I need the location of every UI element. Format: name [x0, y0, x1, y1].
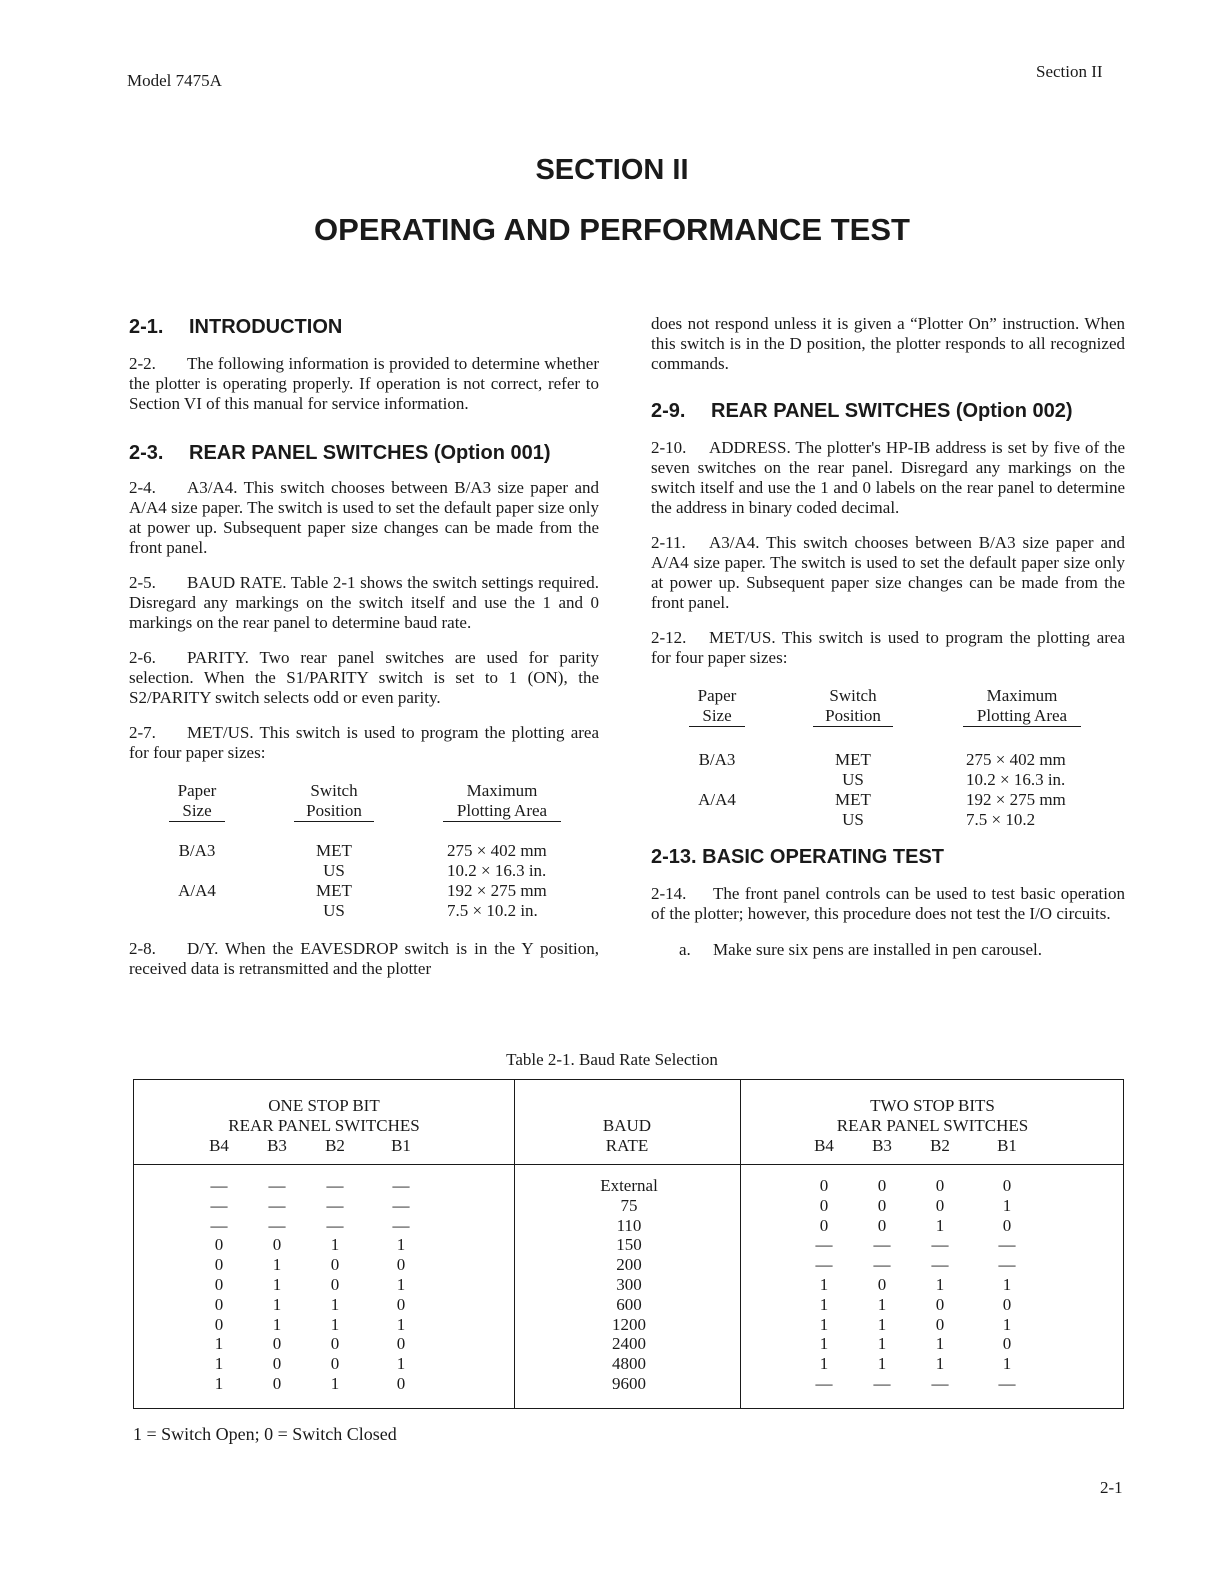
- two-stop-cell: —: [998, 1255, 1016, 1275]
- one-stop-cell: —: [210, 1176, 228, 1195]
- two-stop-cell: 1: [1002, 1314, 1012, 1334]
- header-paper: Paper: [697, 686, 737, 705]
- one-stop-cell: —: [392, 1195, 410, 1215]
- paragraph-number: 2-5.: [129, 573, 156, 592]
- one-stop-cell: 1: [272, 1275, 282, 1294]
- one-stop-cell: 0: [396, 1255, 406, 1275]
- paragraph-text: MET/US. This switch is used to program the plotting area for four paper sizes:: [129, 723, 599, 762]
- heading-text: INTRODUCTION: [189, 316, 343, 338]
- position-met: MET: [316, 881, 352, 900]
- two-stop-cell: 1: [877, 1294, 887, 1314]
- header-position: Position: [294, 801, 374, 822]
- area-value: 7.5 × 10.2 in.: [447, 901, 538, 920]
- paragraph-text: A3/A4. This switch chooses between B/A3 size paper and A/A4 size paper. The switch is used to set the default paper size only at power up. Subsequent paper size changes can be made from the front panel.: [129, 478, 599, 557]
- header-line: REAR PANEL SWITCHES: [836, 1116, 1029, 1135]
- one-stop-cell: 0: [214, 1255, 224, 1275]
- paragraph-number: 2-2.: [129, 354, 156, 373]
- two-stop-cell: 0: [935, 1294, 945, 1314]
- baud-rate-cell: 1200: [612, 1314, 646, 1334]
- paper-a-a4: A/A4: [178, 881, 216, 900]
- paper-b-a3: B/A3: [178, 841, 216, 860]
- two-stop-cell: 0: [1002, 1294, 1012, 1314]
- header-line: BAUD: [602, 1116, 652, 1135]
- one-stop-cell: 1: [330, 1235, 340, 1255]
- paragraph-number: 2-4.: [129, 478, 156, 497]
- header-maximum: Maximum: [466, 781, 538, 800]
- table-caption: Table 2-1. Baud Rate Selection: [506, 1050, 718, 1069]
- paragraph-2-2: [129, 354, 599, 414]
- two-stop-cell: —: [998, 1235, 1016, 1255]
- one-stop-cell: —: [326, 1176, 344, 1195]
- two-stop-cell: 1: [1002, 1354, 1012, 1374]
- two-stop-cell: 0: [819, 1195, 829, 1215]
- one-stop-cell: 0: [272, 1235, 282, 1255]
- area-value: 192 × 275 mm: [966, 790, 1066, 809]
- one-stop-cell: 0: [330, 1354, 340, 1374]
- two-stop-cell: —: [931, 1374, 949, 1393]
- paragraph-2-14: [651, 884, 1125, 924]
- step-a: [651, 940, 1125, 960]
- header-paper: Paper: [177, 781, 217, 800]
- switch-header-b3: B3: [872, 1136, 892, 1155]
- running-header-model: Model 7475A: [127, 71, 222, 90]
- one-stop-cell: 0: [330, 1275, 340, 1294]
- baud-rate-cell: 9600: [612, 1374, 646, 1393]
- area-value: 275 × 402 mm: [447, 841, 547, 860]
- paper-b-a3: B/A3: [698, 750, 736, 769]
- header-two-stop-bits: [740, 1096, 1125, 1136]
- switch-header-b2: B2: [325, 1136, 345, 1155]
- one-stop-cell: 0: [272, 1354, 282, 1374]
- section-subtitle: OPERATING AND PERFORMANCE TEST: [314, 212, 910, 247]
- header-size: Size: [689, 706, 745, 727]
- one-stop-cell: 1: [396, 1275, 406, 1294]
- two-stop-cell: —: [815, 1374, 833, 1393]
- one-stop-cell: —: [326, 1195, 344, 1215]
- one-stop-cell: 1: [330, 1314, 340, 1334]
- header-line: RATE: [605, 1136, 649, 1155]
- header-switch: Switch: [310, 781, 358, 800]
- paragraph-number: 2-12.: [651, 628, 687, 647]
- two-stop-cell: 0: [1002, 1176, 1012, 1195]
- one-stop-cell: —: [268, 1176, 286, 1195]
- one-stop-cell: 1: [214, 1334, 224, 1354]
- table-footnote: 1 = Switch Open; 0 = Switch Closed: [133, 1424, 397, 1444]
- baud-rate-cell: External: [600, 1176, 658, 1195]
- paragraph-2-10: [651, 438, 1125, 518]
- right-column: [651, 314, 1125, 960]
- one-stop-cell: 1: [330, 1374, 340, 1393]
- paragraph-2-5: [129, 573, 599, 633]
- two-stop-cell: 1: [877, 1334, 887, 1354]
- one-stop-cell: —: [326, 1215, 344, 1235]
- heading-rear-panel-002: [651, 398, 1125, 424]
- two-stop-cell: 1: [935, 1334, 945, 1354]
- two-stop-cell: —: [931, 1235, 949, 1255]
- heading-introduction: [129, 314, 599, 340]
- baud-rate-table: [133, 1079, 1124, 1409]
- heading-text: REAR PANEL SWITCHES (Option 002): [711, 400, 1073, 422]
- heading-basic-operating-test: 2-13. BASIC OPERATING TEST: [651, 846, 945, 868]
- one-stop-cell: 1: [272, 1294, 282, 1314]
- paragraph-number: 2-6.: [129, 648, 156, 667]
- position-us: US: [323, 861, 345, 880]
- two-stop-cell: 1: [935, 1215, 945, 1235]
- baud-rate-cell: 75: [620, 1195, 638, 1215]
- heading-rear-panel-001: [129, 440, 599, 466]
- area-value: 10.2 × 16.3 in.: [966, 770, 1066, 789]
- section-title: SECTION II: [535, 154, 689, 186]
- one-stop-cell: —: [268, 1215, 286, 1235]
- left-column: [129, 314, 599, 979]
- paragraph-text: D/Y. When the EAVESDROP switch is in the Y position, received data is retransmitted and the plotter: [129, 939, 599, 978]
- two-stop-cell: 0: [1002, 1334, 1012, 1354]
- two-stop-cell: 1: [935, 1275, 945, 1294]
- one-stop-cell: —: [392, 1176, 410, 1195]
- one-stop-cell: —: [210, 1215, 228, 1235]
- paragraph-number: 2-11.: [651, 533, 686, 552]
- paragraph-2-8: [129, 939, 599, 979]
- area-value: 192 × 275 mm: [447, 881, 547, 900]
- one-stop-cell: 0: [214, 1275, 224, 1294]
- two-stop-cell: 0: [877, 1275, 887, 1294]
- paragraph-text: BAUD RATE. Table 2-1 shows the switch settings required. Disregard any markings on the switch itself and use the 1 and 0 markings on the rear panel to determine baud rate.: [129, 573, 599, 632]
- one-stop-cell: —: [392, 1215, 410, 1235]
- two-stop-cell: 0: [877, 1195, 887, 1215]
- two-stop-cell: 1: [819, 1354, 829, 1374]
- two-stop-cell: 1: [819, 1294, 829, 1314]
- two-stop-cell: —: [873, 1255, 891, 1275]
- position-met: MET: [835, 790, 871, 809]
- one-stop-cell: 0: [214, 1314, 224, 1334]
- one-stop-cell: 1: [396, 1235, 406, 1255]
- header-baud-rate: [514, 1116, 740, 1156]
- paper-size-table-left: [129, 781, 599, 920]
- paragraph-text: MET/US. This switch is used to program the plotting area for four paper sizes:: [651, 628, 1125, 667]
- paragraph-text: A3/A4. This switch chooses between B/A3 size paper and A/A4 size paper. The switch is used to set the default paper size only at power up. Subsequent paper size changes can be made from the front panel.: [651, 533, 1125, 612]
- switch-header-b4: B4: [814, 1136, 834, 1155]
- area-value: 10.2 × 16.3 in.: [447, 861, 547, 880]
- two-stop-cell: 0: [819, 1176, 829, 1195]
- one-stop-cell: 0: [396, 1334, 406, 1354]
- one-stop-cell: 0: [396, 1374, 406, 1393]
- position-met: MET: [316, 841, 352, 860]
- baud-rate-cell: 300: [616, 1275, 642, 1294]
- header-plotting-area: Plotting Area: [443, 801, 561, 822]
- one-stop-cell: —: [210, 1195, 228, 1215]
- header-line: TWO STOP BITS: [870, 1096, 995, 1115]
- one-stop-cell: 1: [214, 1354, 224, 1374]
- table-header-rule: [134, 1164, 1123, 1165]
- paragraph-text: The following information is provided to determine whether the plotter is operating properly. If operation is not correct, refer to Section VI of this manual for service information.: [129, 354, 599, 413]
- baud-rate-cell: 110: [616, 1215, 642, 1235]
- paragraph-2-11: [651, 533, 1125, 613]
- paragraph-text: The front panel controls can be used to test basic operation of the plotter; however, this procedure does not test the I/O circuits.: [651, 884, 1125, 923]
- two-stop-cell: 1: [935, 1354, 945, 1374]
- one-stop-cell: —: [268, 1195, 286, 1215]
- baud-rate-cell: 150: [616, 1235, 642, 1255]
- one-stop-cell: 1: [272, 1255, 282, 1275]
- one-stop-cell: 0: [272, 1374, 282, 1393]
- area-value: 7.5 × 10.2: [966, 810, 1036, 829]
- header-switch: Switch: [829, 686, 877, 705]
- one-stop-cell: 0: [214, 1235, 224, 1255]
- two-stop-cell: —: [931, 1255, 949, 1275]
- paragraph-2-7: [129, 723, 599, 763]
- one-stop-cell: 1: [214, 1374, 224, 1393]
- header-maximum: Maximum: [986, 686, 1058, 705]
- paper-a-a4: A/A4: [698, 790, 736, 809]
- one-stop-cell: 0: [330, 1255, 340, 1275]
- position-us: US: [842, 810, 864, 829]
- two-stop-cell: 1: [1002, 1195, 1012, 1215]
- one-stop-cell: 0: [396, 1294, 406, 1314]
- baud-rate-cell: 600: [616, 1294, 642, 1314]
- baud-rate-cell: 200: [616, 1255, 642, 1275]
- two-stop-cell: —: [873, 1235, 891, 1255]
- two-stop-cell: 1: [819, 1314, 829, 1334]
- heading-number: 2-3.: [129, 442, 164, 464]
- running-header-section: Section II: [1036, 62, 1103, 81]
- one-stop-cell: 1: [396, 1354, 406, 1374]
- one-stop-cell: 0: [272, 1334, 282, 1354]
- step-text: Make sure six pens are installed in pen carousel.: [713, 940, 1043, 959]
- switch-header-b2: B2: [930, 1136, 950, 1155]
- header-one-stop-bit: [134, 1096, 514, 1136]
- two-stop-cell: —: [998, 1374, 1016, 1393]
- two-stop-cell: —: [815, 1235, 833, 1255]
- paragraph-2-6: [129, 648, 599, 708]
- header-line: ONE STOP BIT: [268, 1096, 380, 1115]
- two-stop-cell: 1: [819, 1275, 829, 1294]
- switch-header-b3: B3: [267, 1136, 287, 1155]
- two-stop-cell: 0: [877, 1215, 887, 1235]
- one-stop-cell: 1: [272, 1314, 282, 1334]
- switch-header-b1: B1: [997, 1136, 1017, 1155]
- header-position: Position: [813, 706, 893, 727]
- paragraph-number: 2-8.: [129, 939, 156, 958]
- switch-header-b1: B1: [391, 1136, 411, 1155]
- paragraph-text: PARITY. Two rear panel switches are used for parity selection. When the S1/PARITY switch is set to 1 (ON), the S2/PARITY switch selects odd or even parity.: [129, 648, 599, 707]
- header-plotting-area: Plotting Area: [963, 706, 1081, 727]
- two-stop-cell: 0: [935, 1195, 945, 1215]
- one-stop-cell: 0: [330, 1334, 340, 1354]
- heading-number: 2-9.: [651, 400, 686, 422]
- page-number: 2-1: [1100, 1478, 1123, 1497]
- paragraph-number: 2-10.: [651, 438, 687, 457]
- paragraph-2-12: [651, 628, 1125, 668]
- two-stop-cell: 1: [877, 1314, 887, 1334]
- position-met: MET: [835, 750, 871, 769]
- heading-number: 2-1.: [129, 316, 164, 338]
- two-stop-cell: 1: [1002, 1275, 1012, 1294]
- two-stop-cell: 0: [935, 1176, 945, 1195]
- two-stop-cell: 0: [935, 1314, 945, 1334]
- area-value: 275 × 402 mm: [966, 750, 1066, 769]
- one-stop-cell: 1: [396, 1314, 406, 1334]
- two-stop-cell: 1: [819, 1334, 829, 1354]
- paragraph-number: 2-14.: [651, 884, 687, 903]
- paper-size-table-right: [651, 686, 1125, 829]
- header-line: REAR PANEL SWITCHES: [228, 1116, 420, 1135]
- paragraph-2-4: [129, 478, 599, 558]
- paragraph-2-8-continued: does not respond unless it is given a “Plotter On” instruction. When this switch is in the D position, the plotter responds to all recognized commands.: [651, 314, 1125, 373]
- baud-rate-cell: 2400: [612, 1334, 646, 1354]
- step-label: a.: [679, 940, 691, 959]
- baud-rate-cell: 4800: [612, 1354, 646, 1374]
- two-stop-cell: —: [873, 1374, 891, 1393]
- paragraph-number: 2-7.: [129, 723, 156, 742]
- paragraph-text: ADDRESS. The plotter's HP-IB address is set by five of the seven switches on the rear panel. Disregard any markings on the switch itself and use the 1 and 0 labels on the rear panel to determine the address in binary coded decimal.: [651, 438, 1125, 517]
- header-size: Size: [169, 801, 225, 822]
- position-us: US: [323, 901, 345, 920]
- heading-text: REAR PANEL SWITCHES (Option 001): [189, 442, 551, 464]
- one-stop-cell: 1: [330, 1294, 340, 1314]
- two-stop-cell: 0: [1002, 1215, 1012, 1235]
- two-stop-cell: 1: [877, 1354, 887, 1374]
- position-us: US: [842, 770, 864, 789]
- one-stop-cell: 0: [214, 1294, 224, 1314]
- two-stop-cell: 0: [819, 1215, 829, 1235]
- switch-header-b4: B4: [209, 1136, 229, 1155]
- two-stop-cell: —: [815, 1255, 833, 1275]
- two-stop-cell: 0: [877, 1176, 887, 1195]
